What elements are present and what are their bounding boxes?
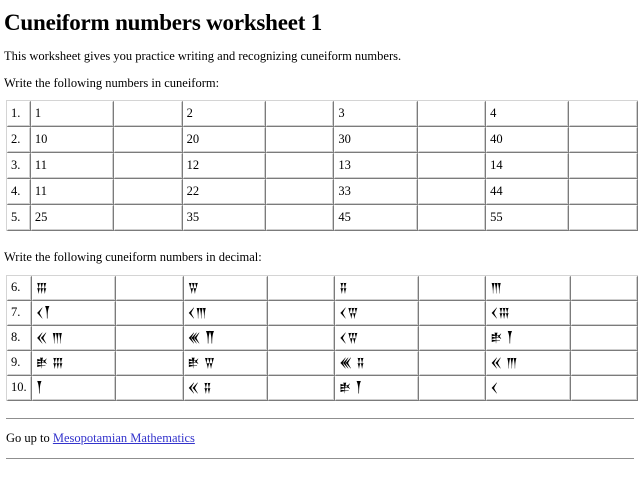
cuneiform-glyph: 𒌋𒐕 bbox=[32, 301, 116, 326]
question-value: 44 bbox=[486, 179, 569, 205]
answer-blank[interactable] bbox=[268, 376, 335, 401]
answer-blank[interactable] bbox=[419, 351, 486, 376]
section-2-heading: Write the following cuneiform numbers in decimal: bbox=[4, 250, 262, 265]
answer-blank[interactable] bbox=[268, 276, 335, 301]
section-1-heading: Write the following numbers in cuneiform: bbox=[4, 75, 220, 90]
answer-blank[interactable] bbox=[571, 351, 638, 376]
answer-blank[interactable] bbox=[569, 153, 638, 179]
question-value: 3 bbox=[334, 101, 417, 127]
answer-blank[interactable] bbox=[266, 101, 335, 127]
question-value: 10 bbox=[31, 127, 114, 153]
divider-bottom bbox=[6, 458, 634, 459]
answer-blank[interactable] bbox=[418, 101, 487, 127]
answer-blank[interactable] bbox=[571, 276, 638, 301]
footer-text bbox=[6, 431, 636, 446]
question-value: 25 bbox=[31, 205, 114, 231]
table-row bbox=[7, 101, 638, 127]
cuneiform-glyph: 𒑒 𒐕 bbox=[486, 326, 570, 351]
answer-blank[interactable] bbox=[114, 127, 183, 153]
table-row bbox=[7, 153, 638, 179]
answer-blank[interactable] bbox=[419, 301, 486, 326]
table-row bbox=[7, 376, 638, 401]
cuneiform-glyph: 𒐋 bbox=[32, 276, 116, 301]
answer-blank[interactable] bbox=[116, 326, 183, 351]
answer-blank[interactable] bbox=[569, 205, 638, 231]
table-row bbox=[7, 276, 638, 301]
answer-blank[interactable] bbox=[266, 205, 335, 231]
question-value: 33 bbox=[334, 179, 417, 205]
cuneiform-glyph: 𒑒 𒐋 bbox=[32, 351, 116, 376]
question-value: 20 bbox=[183, 127, 266, 153]
cuneiform-glyph: 𒎙 𒐈 bbox=[486, 351, 570, 376]
mesopotamian-mathematics-link[interactable]: Mesopotamian Mathematics bbox=[52, 430, 195, 445]
divider-top bbox=[6, 418, 634, 419]
answer-blank[interactable] bbox=[571, 376, 638, 401]
table-row bbox=[7, 351, 638, 376]
cuneiform-glyph: 𒌋𒐊 bbox=[335, 326, 419, 351]
row-number: 7. bbox=[7, 301, 32, 326]
table-row bbox=[7, 127, 638, 153]
answer-blank[interactable] bbox=[114, 101, 183, 127]
question-value: 11 bbox=[31, 153, 114, 179]
answer-blank[interactable] bbox=[571, 301, 638, 326]
cuneiform-glyph: 𒌋𒐊 bbox=[335, 301, 419, 326]
question-value: 13 bbox=[334, 153, 417, 179]
answer-blank[interactable] bbox=[569, 127, 638, 153]
question-value: 12 bbox=[183, 153, 266, 179]
answer-blank[interactable] bbox=[116, 301, 183, 326]
cuneiform-glyph: 𒌋 bbox=[486, 376, 570, 401]
row-number: 3. bbox=[7, 153, 31, 179]
answer-blank[interactable] bbox=[419, 376, 486, 401]
question-value: 2 bbox=[183, 101, 266, 127]
question-value: 55 bbox=[486, 205, 569, 231]
cuneiform-glyph: 𒌍 𒐉 bbox=[335, 351, 419, 376]
question-value: 40 bbox=[486, 127, 569, 153]
answer-blank[interactable] bbox=[268, 326, 335, 351]
answer-blank[interactable] bbox=[116, 351, 183, 376]
question-value: 30 bbox=[334, 127, 417, 153]
row-number: 9. bbox=[7, 351, 32, 376]
answer-blank[interactable] bbox=[266, 179, 335, 205]
question-value: 4 bbox=[486, 101, 569, 127]
cuneiform-glyph: 𒑒 𒐕 bbox=[335, 376, 419, 401]
table-row bbox=[7, 301, 638, 326]
answer-blank[interactable] bbox=[114, 205, 183, 231]
cuneiform-glyph: 𒐉 bbox=[335, 276, 419, 301]
cuneiform-glyph: 𒐕 bbox=[32, 376, 116, 401]
row-number: 5. bbox=[7, 205, 31, 231]
row-number: 6. bbox=[7, 276, 32, 301]
table-row bbox=[7, 205, 638, 231]
cuneiform-glyph: 𒎙 𒐉 bbox=[184, 376, 268, 401]
answer-blank[interactable] bbox=[116, 376, 183, 401]
question-value: 45 bbox=[334, 205, 417, 231]
cuneiform-glyph: 𒑒 𒐊 bbox=[184, 351, 268, 376]
answer-blank[interactable] bbox=[114, 179, 183, 205]
answer-blank[interactable] bbox=[418, 179, 487, 205]
row-number: 10. bbox=[7, 376, 32, 401]
question-value: 1 bbox=[31, 101, 114, 127]
cuneiform-glyph: 𒎙 𒐈 bbox=[32, 326, 116, 351]
section-spacer bbox=[4, 231, 636, 250]
table-row bbox=[7, 326, 638, 351]
answer-blank[interactable] bbox=[571, 326, 638, 351]
cuneiform-glyph: 𒐊 bbox=[184, 276, 268, 301]
answer-blank[interactable] bbox=[114, 153, 183, 179]
question-value: 11 bbox=[31, 179, 114, 205]
table-row bbox=[7, 179, 638, 205]
answer-blank[interactable] bbox=[569, 179, 638, 205]
answer-blank[interactable] bbox=[418, 127, 487, 153]
answer-blank[interactable] bbox=[266, 153, 335, 179]
row-number: 2. bbox=[7, 127, 31, 153]
question-value: 14 bbox=[486, 153, 569, 179]
answer-blank[interactable] bbox=[569, 101, 638, 127]
row-number: 1. bbox=[7, 101, 31, 127]
page-title: Cuneiform numbers worksheet 1 bbox=[4, 10, 323, 35]
answer-blank[interactable] bbox=[418, 153, 487, 179]
cuneiform-glyph: 𒌋𒐈 bbox=[184, 301, 268, 326]
cuneiform-glyph: 𒌍 𒐖 bbox=[184, 326, 268, 351]
cuneiform-writing-table bbox=[6, 100, 638, 231]
answer-blank[interactable] bbox=[268, 301, 335, 326]
answer-blank[interactable] bbox=[116, 276, 183, 301]
answer-blank[interactable] bbox=[266, 127, 335, 153]
answer-blank[interactable] bbox=[419, 276, 486, 301]
cuneiform-glyph: 𒐈 bbox=[486, 276, 570, 301]
row-number: 4. bbox=[7, 179, 31, 205]
answer-blank[interactable] bbox=[418, 205, 487, 231]
intro-paragraph: This worksheet gives you practice writing and recognizing cuneiform numbers. bbox=[4, 49, 402, 63]
row-number: 8. bbox=[7, 326, 32, 351]
footer-prefix: Go up to bbox=[6, 430, 53, 445]
cuneiform-glyph: 𒌋𒐋 bbox=[486, 301, 570, 326]
cuneiform-reading-table bbox=[6, 275, 638, 401]
answer-blank[interactable] bbox=[268, 351, 335, 376]
question-value: 35 bbox=[183, 205, 266, 231]
question-value: 22 bbox=[183, 179, 266, 205]
answer-blank[interactable] bbox=[419, 326, 486, 351]
